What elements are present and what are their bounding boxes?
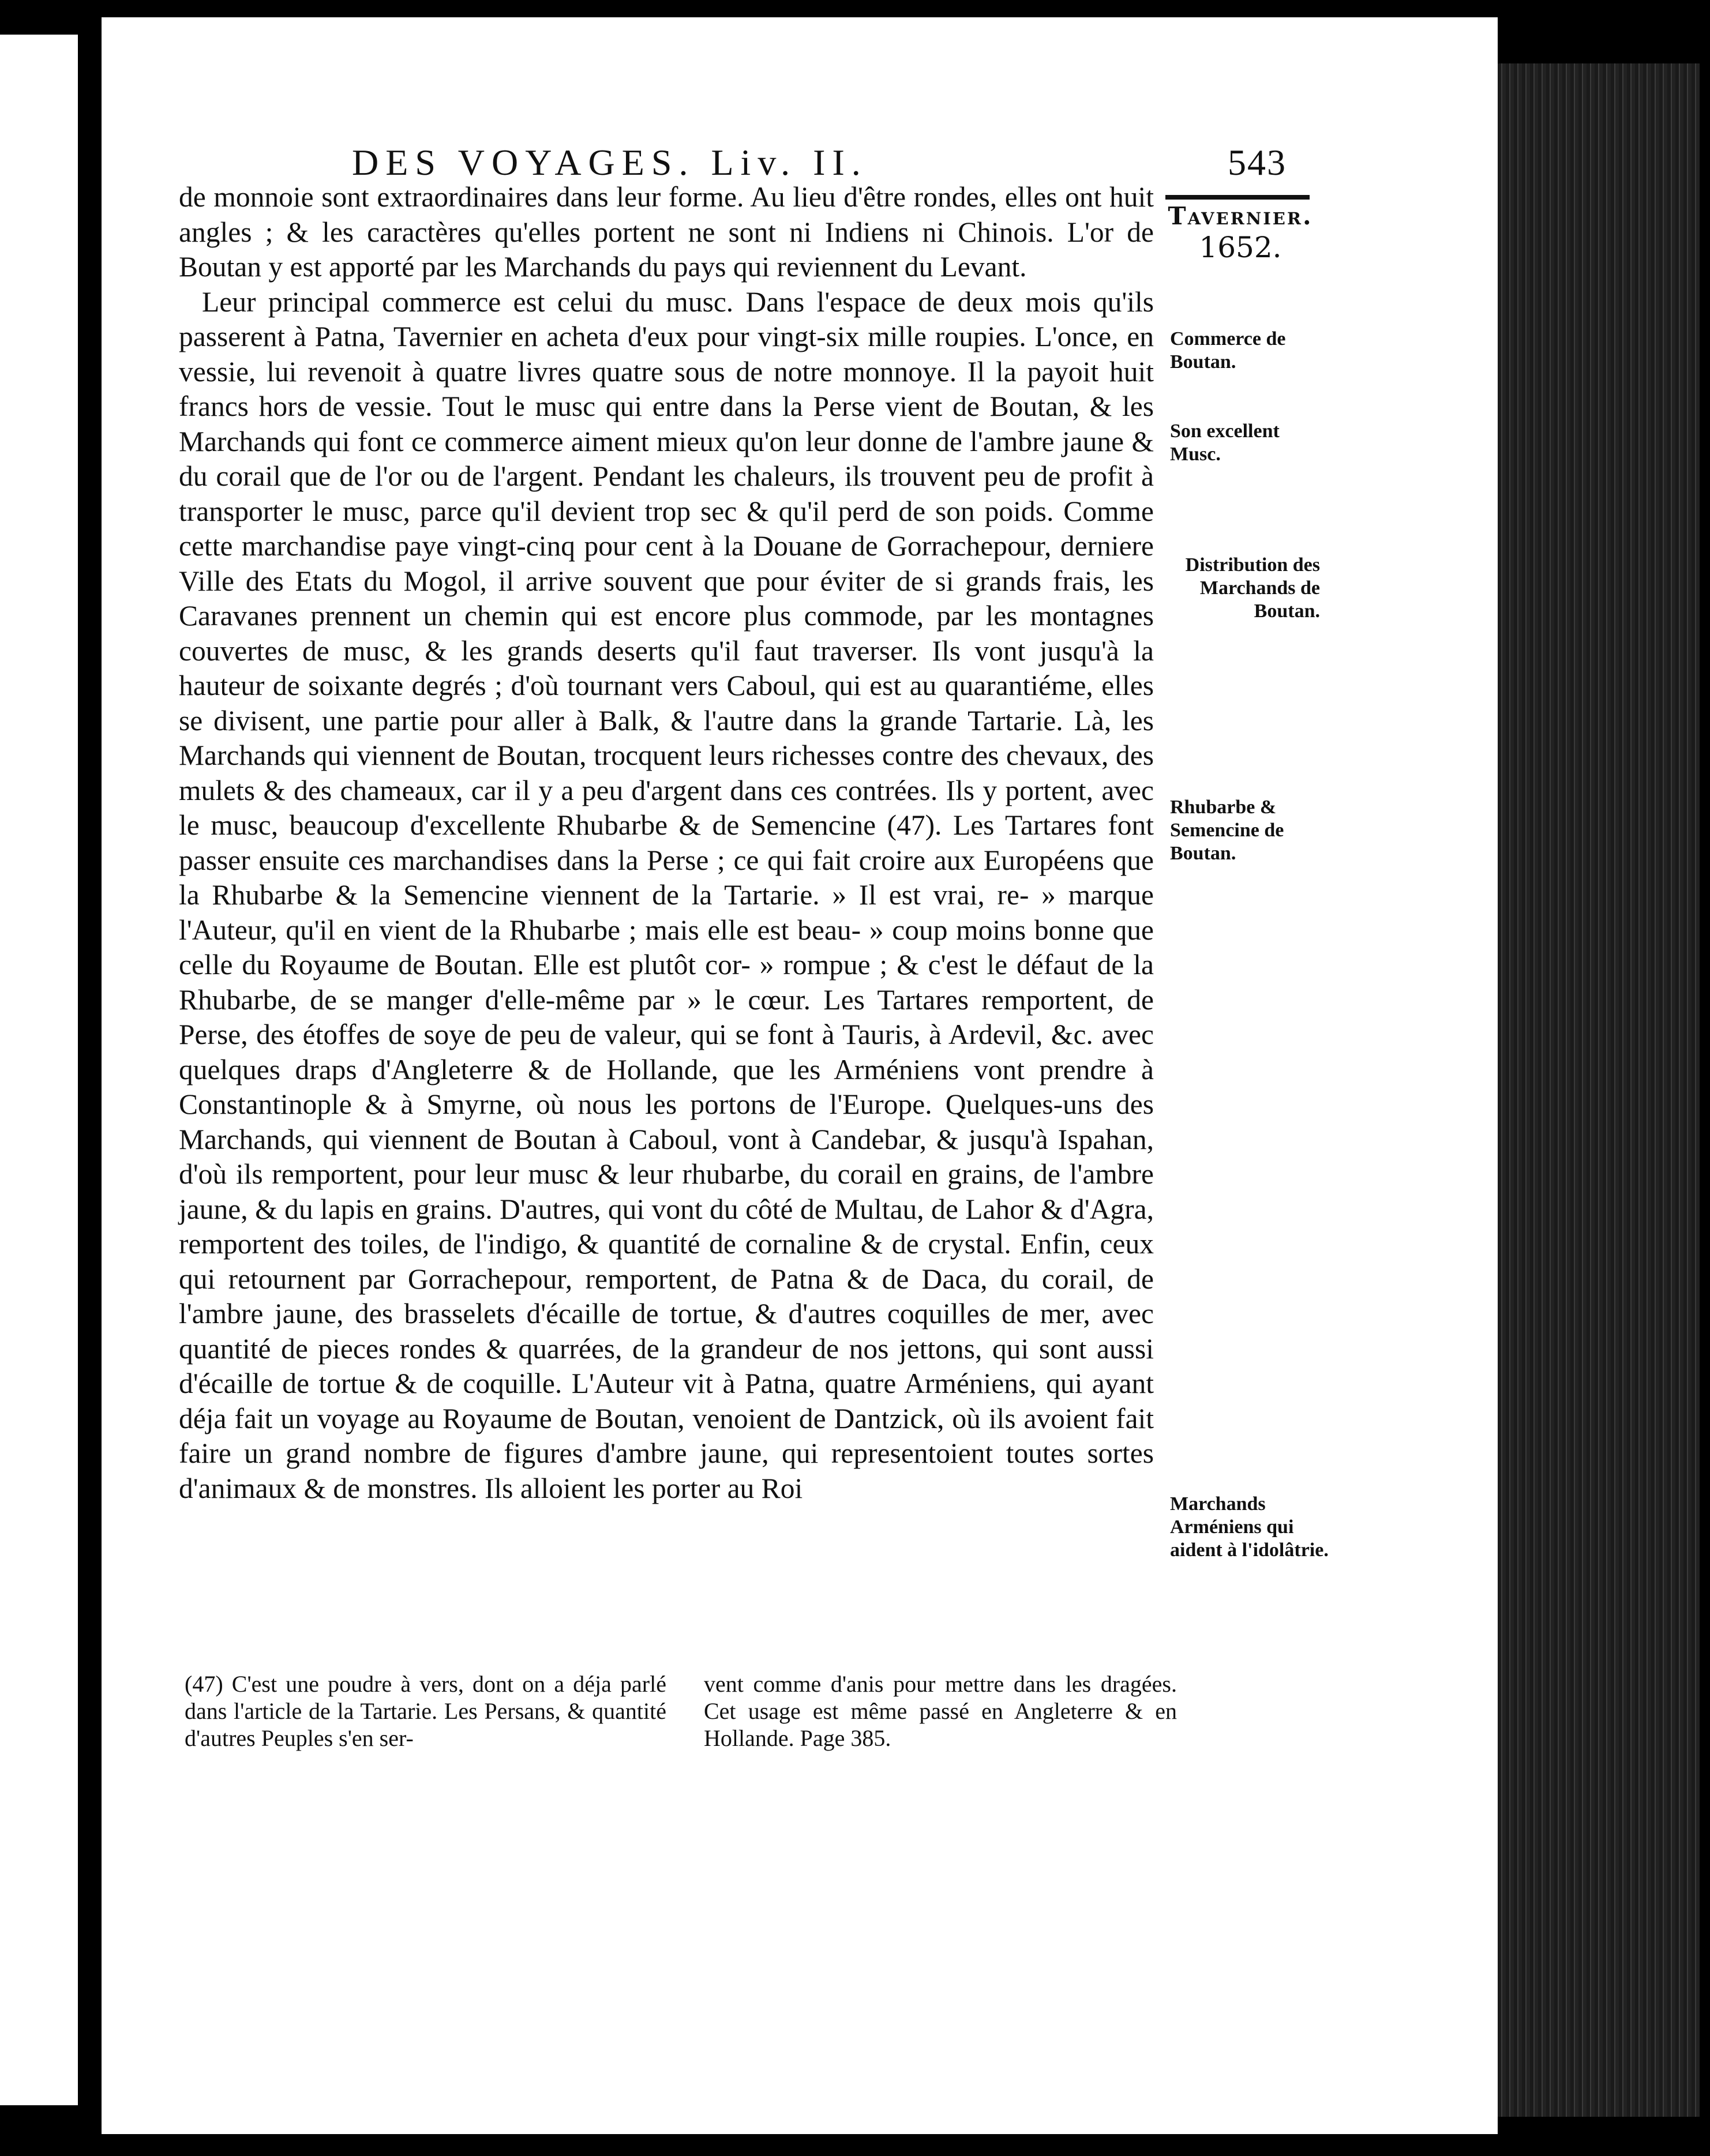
paragraph: Leur principal commerce est celui du musc. Dans l'espace de deux mois qu'ils passerent à Patna, Tavernier en acheta d'eux pour vingt-six mille roupies. L'once, en vessie, lui revenoit à quatre livres quatre sous de notre monnoye. Il la payoit huit francs hors de vessie. Tout le musc qui entre dans la Perse vient de Boutan, & les Marchands qui font ce commerce aiment mieux qu'on leur donne de l'ambre jaune & du corail que de l'or ou de l'argent. Pendant les chaleurs, ils trouvent peu de profit à transporter le musc, parce qu'il devient trop sec & qu'il perd de son poids. Comme cette marchandise paye vingt-cinq pour cent à la Douane de Gorrachepour, derniere Ville des Etats du Mogol, il arrive souvent que pour éviter de si grands frais, les Caravanes prennent un chemin qui est encore plus commode, par les montagnes couvertes de musc, & les grands deserts qu'il faut traverser. Ils vont jusqu'à la hauteur de soixante degrés ; d'où tournant vers Caboul, qui est au quarantiéme, elles se divisent, une partie pour aller à Balk, & l'autre dans la grande Tartarie. Là, les Marchands qui viennent de Boutan, trocquent leurs richesses contre des chevaux, des mulets & des chameaux, car il y a peu d'argent dans ces contrées. Ils y portent, avec le musc, beaucoup d'excellente Rhubarbe & de Semencine (47). Les Tartares font passer ensuite ces marchandises dans la Perse ; ce qui fait croire aux Européens que la Rhubarbe & la Semencine viennent de la Tartarie. » Il est vrai, re- » marque l'Auteur, qu'il en vient de la Rhubarbe ; mais elle est beau- » coup moins bonne que celle du Royaume de Boutan. Elle est plutôt cor- » rompue ; & c'est le défaut de la Rhubarbe, de se manger d'elle-même par » le cœur. Les Tartares remportent, de Perse, des étoffes de soye de peu de valeur, qui se font à Tauris, à Ardevil, &c. avec quelques draps d'Angleterre & de Hollande, que les Arméniens vont prendre à Constantinople & à Smyrne, où nous les portons de l'Europe. Quelques-uns des Marchands, qui viennent de Boutan à Caboul, vont à Candebar, & jusqu'à Ispahan, d'où ils remportent, pour leur musc & leur rhubarbe, du corail en grains, de l'ambre jaune, & du lapis en grains. D'autres, qui vont du côté de Multau, de Lahor & d'Agra, remportent des toiles, de l'indigo, & quantité de cornaline & de crystal. Enfin, ceux qui retournent par Gorrachepour, remportent, de Patna & de Daca, du corail, de l'ambre jaune, des brasselets d'écaille de tortue, & d'autres coquilles de mer, avec quantité de pieces rondes & quarrées, de la grandeur de nos jettons, qui sont aussi d'écaille de tortue & de coquille. L'Auteur vit à Patna, quatre Arméniens, qui ayant déja fait un voyage au Royaume de Boutan, venoient de Dantzick, où ils avoient fait faire un grand nombre de figures d'ambre jaune, qui representoient toutes sortes d'animaux & de monstres. Ils alloient les porter au Roi [179,286,1154,1504]
margin-note: Son excellent Musc. [1170,420,1280,465]
margin-note: Rhubarbe & Semencine de Boutan. [1170,797,1284,864]
margin-note: Distribution des Marchands de Boutan. [1185,554,1320,622]
sidebar-author: Tavernier. [1168,202,1313,230]
running-title: DES VOYAGES. Liv. II. [352,142,868,183]
page-number: 543 [1228,142,1287,183]
main-text [179,180,1154,1506]
page-stack-edge [1498,63,1700,2117]
margin-note: Commerce de Boutan. [1170,328,1286,373]
paragraph: de monnoie sont extraordinaires dans leur forme. Au lieu d'être rondes, elles ont huit angles ; & les caractères qu'elles portent ne sont ni Indiens ni Chinois. L'or de Boutan y est apporté par les Marchands du pays qui reviennent du Levant. [179,181,1154,283]
margin-note: Marchands Arméniens qui aident à l'idolâtrie. [1170,1493,1329,1561]
footnote-left-column: (47) C'est une poudre à vers, dont on a déja parlé dans l'article de la Tartarie. Les Persans, & quantité d'autres Peuples s'en ser- [185,1671,666,1751]
sidebar-rule [1165,195,1310,200]
facing-page-edge [0,35,78,2105]
sidebar-year: 1652. [1199,231,1282,264]
footnote-right-column: vent comme d'anis pour mettre dans les dragées. Cet usage est même passé en Angleterre & en Hollande. Page 385. [704,1671,1177,1751]
